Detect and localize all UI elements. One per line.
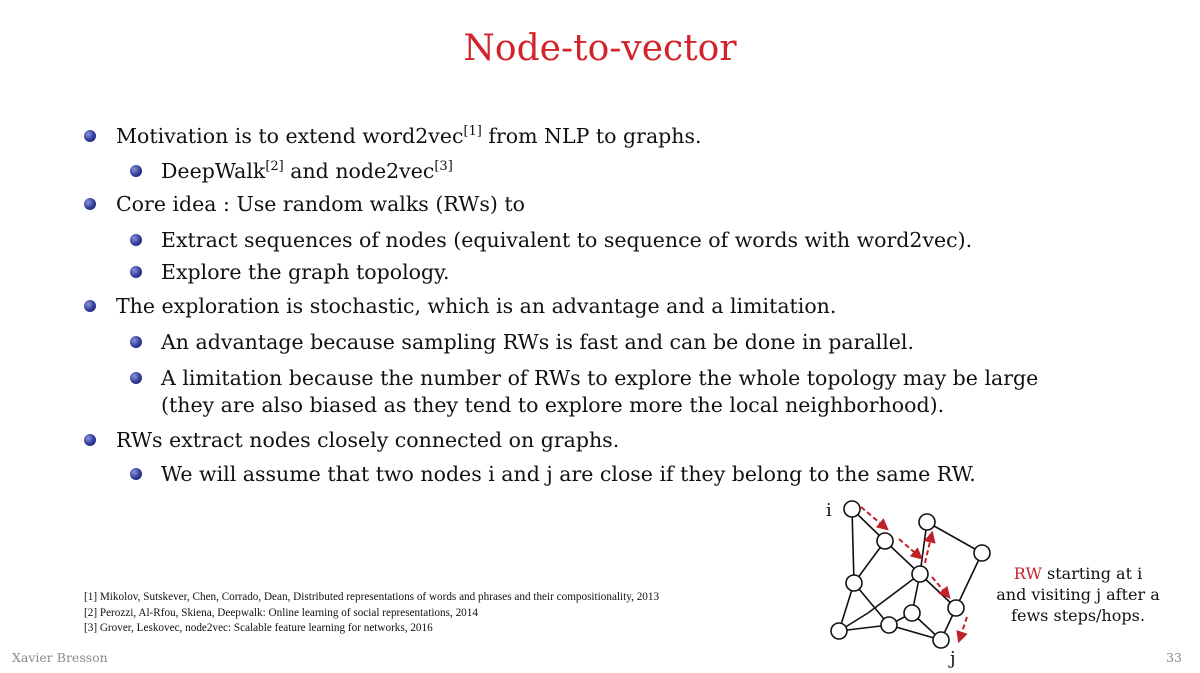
bullet-text: An advantage because sampling RWs is fast and can be done in parallel. (161, 330, 914, 354)
caption-line-1: starting at i (1041, 564, 1143, 583)
bullet-core-idea (84, 191, 525, 218)
bullet-dot (84, 130, 96, 142)
citation-2: [2] (265, 159, 284, 174)
footer-author: Xavier Bresson (12, 650, 108, 665)
caption-line-3: fews steps/hops. (1011, 606, 1145, 625)
bullet-text: Core idea : Use random walks (RWs) to (116, 192, 525, 216)
bullet-stochastic (84, 293, 836, 320)
bullet-dot (130, 234, 142, 246)
node-label-i: i (826, 500, 832, 521)
bullet-text: Extract sequences of nodes (equivalent to sequence of words with word2vec). (161, 228, 973, 252)
bullet-rws-extract (84, 427, 619, 454)
bullet-dot (130, 165, 142, 177)
bullet-dot (84, 198, 96, 210)
bullet-text-cont: and node2vec (283, 159, 435, 183)
bullet-text-cont: from NLP to graphs. (481, 124, 702, 148)
graph-nodes (831, 501, 990, 648)
bullet-advantage (130, 329, 914, 356)
bullet-assume (130, 461, 976, 488)
bullet-text: A limitation because the number of RWs to explore the whole topology may be large (161, 366, 1039, 390)
random-walk-graph (815, 495, 1005, 669)
bullet-explore (130, 259, 450, 286)
node-i (844, 501, 860, 517)
figure-caption (990, 563, 1166, 626)
reference-1: [1] Mikolov, Sutskever, Chen, Corrado, Dean, Distributed representations of words and phrases and their compositionality, 2013 (84, 591, 660, 603)
bullet-dot (130, 372, 142, 384)
graph-diagram (815, 495, 1005, 665)
bullet-motivation (84, 123, 702, 150)
citation-3: [3] (434, 159, 453, 174)
bullet-dot (84, 300, 96, 312)
bullet-deepwalk (130, 158, 453, 185)
bullet-dot (84, 434, 96, 446)
references (84, 590, 659, 637)
bullet-text: RWs extract nodes closely connected on graphs. (116, 428, 620, 452)
bullet-extract (130, 227, 972, 254)
page-number: 33 (1166, 650, 1182, 665)
bullet-text-cont: (they are also biased as they tend to explore more the local neighborhood). (161, 393, 945, 417)
slide-title: Node-to-vector (463, 28, 737, 69)
bullet-dot (130, 336, 142, 348)
caption-rw: RW (1013, 564, 1042, 583)
bullet-dot (130, 266, 142, 278)
bullet-text: We will assume that two nodes i and j are close if they belong to the same RW. (161, 462, 976, 486)
bullet-text: The exploration is stochastic, which is an advantage and a limitation. (116, 294, 837, 318)
bullet-text: Explore the graph topology. (161, 260, 450, 284)
node-label-j: j (950, 648, 956, 669)
citation-1: [1] (463, 124, 482, 139)
bullet-dot (130, 468, 142, 480)
bullet-limitation (130, 365, 1038, 419)
bullet-text: DeepWalk (161, 159, 266, 183)
caption-line-2: and visiting j after a (996, 585, 1160, 604)
reference-2: [2] Perozzi, Al-Rfou, Skiena, Deepwalk: Online learning of social representations, 2014 (84, 606, 478, 619)
node-j (933, 632, 949, 648)
bullet-text: Motivation is to extend word2vec (116, 124, 464, 148)
reference-3: [3] Grover, Leskovec, node2vec: Scalable feature learning for networks, 2016 (84, 622, 433, 634)
